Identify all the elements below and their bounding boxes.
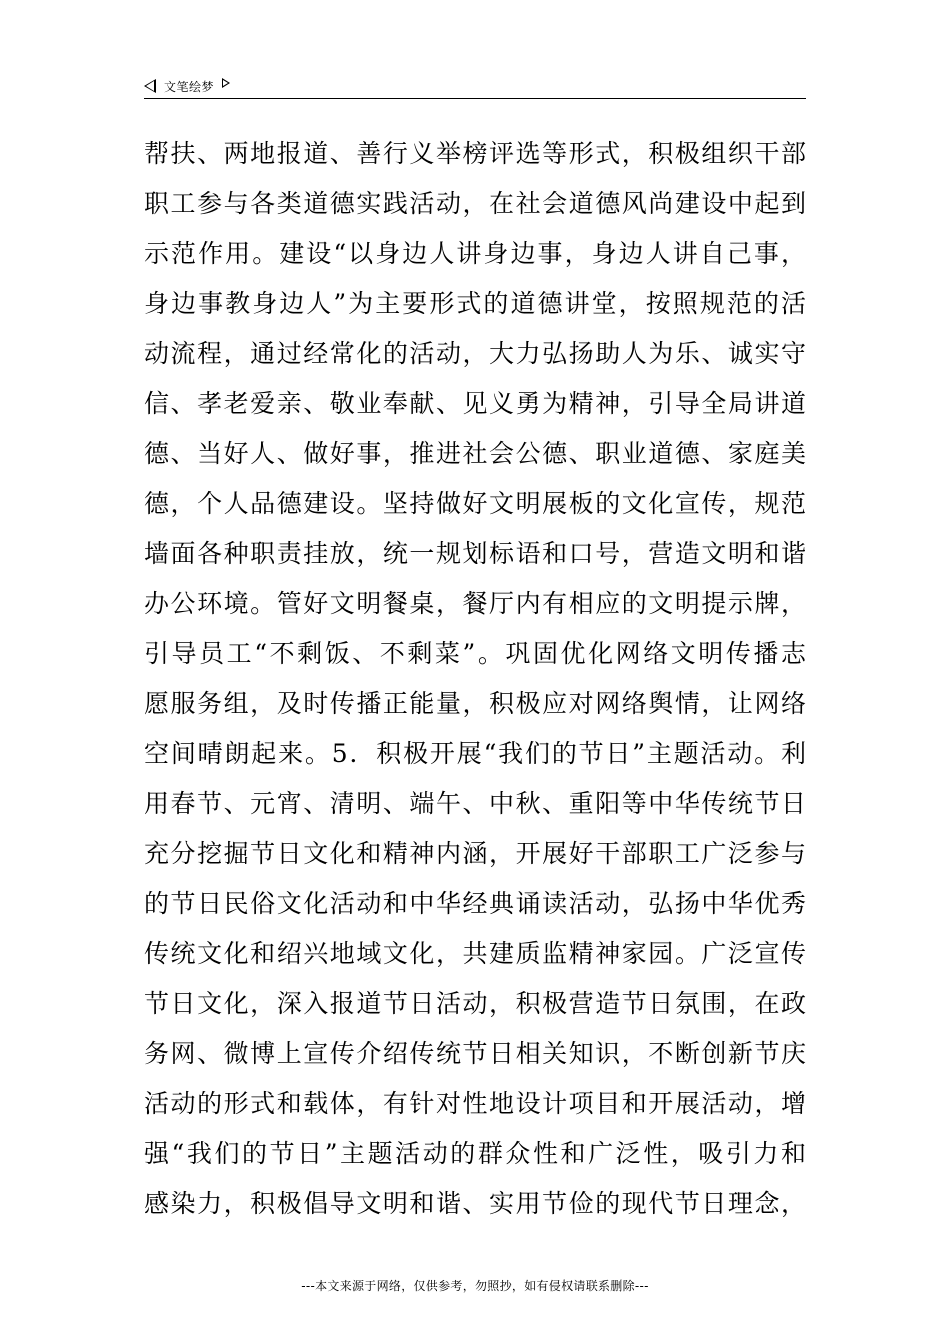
- brand: [144, 76, 230, 96]
- text-line: 强“我们的节日”主题活动的群众性和广泛性，吸引力和: [144, 1139, 806, 1168]
- text-line: 用春节、元宵、清明、端午、中秋、重阳等中华传统节日: [144, 789, 806, 818]
- text-line: 充分挖掘节日文化和精神内涵，开展好干部职工广泛参与: [144, 839, 806, 868]
- text-line: 信、孝老爱亲、敬业奉献、见义勇为精神，引导全局讲道: [144, 389, 806, 418]
- document-body: [144, 129, 806, 1229]
- text-line: 的节日民俗文化活动和中华经典诵读活动，弘扬中华优秀: [144, 889, 806, 918]
- brand-name: 文笔绘梦: [164, 79, 215, 94]
- text-line: 务网、微博上宣传介绍传统节日相关知识，不断创新节庆: [144, 1039, 806, 1068]
- text-line: 引导员工“不剩饭、不剩菜”。巩固优化网络文明传播志: [144, 639, 806, 668]
- triangle-left-icon: [144, 79, 156, 93]
- text-line: 墙面各种职责挂放，统一规划标语和口号，营造文明和谐: [144, 539, 806, 568]
- text-line: 动流程，通过经常化的活动，大力弘扬助人为乐、诚实守: [144, 339, 806, 368]
- text-line: 感染力，积极倡导文明和谐、实用节俭的现代节日理念，: [144, 1189, 806, 1218]
- text-line: 愿服务组，及时传播正能量，积极应对网络舆情，让网络: [144, 689, 806, 718]
- page-header: [144, 76, 806, 99]
- text-line: 示范作用。建设“以身边人讲身边事，身边人讲自己事，: [144, 239, 806, 268]
- footer-notice: ---本文来源于网络，仅供参考，勿照抄，如有侵权请联系删除---: [301, 1279, 649, 1293]
- text-line: 活动的形式和载体，有针对性地设计项目和开展活动，增: [144, 1089, 806, 1118]
- text-line: 节日文化，深入报道节日活动，积极营造节日氛围，在政: [144, 989, 806, 1018]
- triangle-right-icon: [222, 78, 230, 88]
- text-line: 德、当好人、做好事，推进社会公德、职业道德、家庭美: [144, 439, 806, 468]
- text-line: 空间晴朗起来。5．积极开展“我们的节日”主题活动。利: [144, 739, 806, 768]
- text-line: 职工参与各类道德实践活动，在社会道德风尚建设中起到: [144, 189, 806, 218]
- text-line: 帮扶、两地报道、善行义举榜评选等形式，积极组织干部: [144, 139, 806, 168]
- text-line: 办公环境。管好文明餐桌，餐厅内有相应的文明提示牌，: [144, 589, 806, 618]
- text-line: 德，个人品德建设。坚持做好文明展板的文化宣传，规范: [144, 489, 806, 518]
- text-line: 传统文化和绍兴地域文化，共建质监精神家园。广泛宣传: [144, 939, 806, 968]
- text-line: 身边事教身边人”为主要形式的道德讲堂，按照规范的活: [144, 289, 806, 318]
